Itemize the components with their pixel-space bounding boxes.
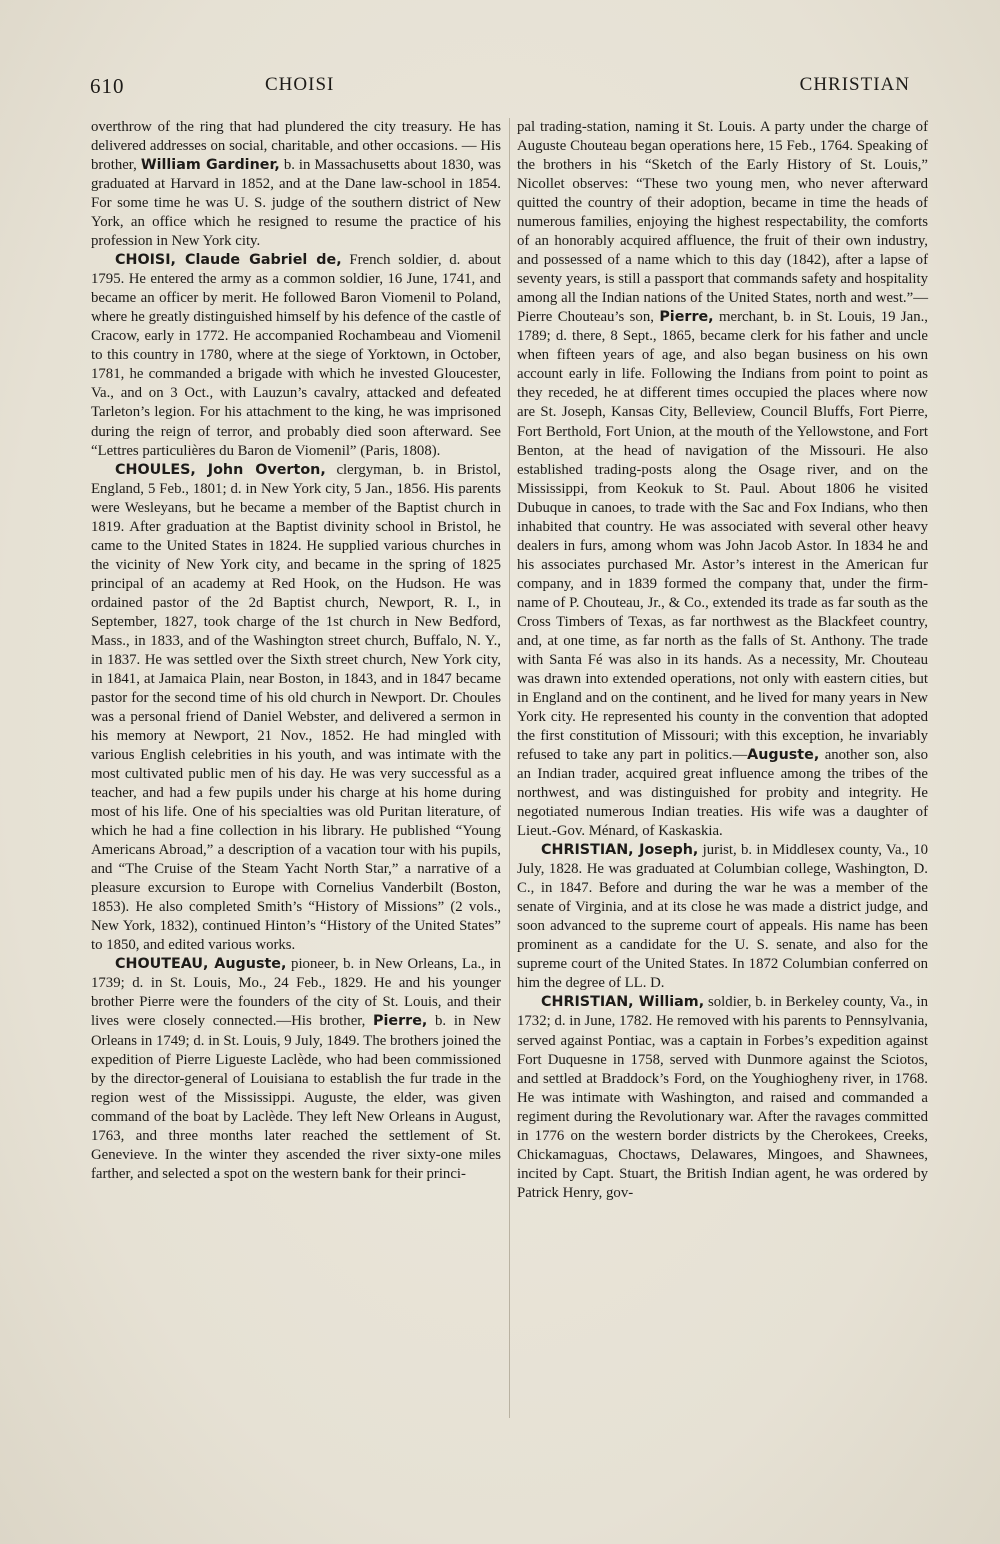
- left-running-head: CHOISI: [265, 74, 335, 95]
- sub-headword: Pierre,: [373, 1013, 428, 1030]
- entry-choules: [91, 461, 501, 956]
- headword: CHRISTIAN, William,: [541, 994, 705, 1011]
- entry-text: b. in Massachusetts about 1830, was graduated at Harvard in 1852, and at the Dane law-school in 1854. For some time he was U. S. judge of the southern district of New York, an office which he resigned to resume the practice of his profession in New York city.: [91, 157, 502, 250]
- running-header: [90, 74, 910, 104]
- entry-text: clergyman, b. in Bristol, England, 5 Feb., 1801; d. in New York city, 5 Jan., 1856. His parents were Wesleyans, but he became a member of the Baptist church in 1819. After graduation at the Baptist divinity school in Bristol, he came to the United States in 1824. He supplied various churches in the vicinity of New York city, and became in the spring of 1825 principal of an academy at Red Hook, on the Hudson. He was ordained pastor of the 2d Baptist church, Newport, R. I., in September, 1827, took charge of the 1st church in New Bedford, Mass., in 1833, and of the Washington street church, Buffalo, N. Y., in 1837. He was settled over the Sixth street church, New York city, in 1841, at Jamaica Plain, near Boston, in 1843, and in 1847 became pastor for the second time of his old church in Newport. Dr. Choules was a personal friend of Daniel Webster, and delivered a sermon in his memory at Newport, 21 Nov., 1852. He had mingled with various English celebrities in his youth, and was intimate with the most cultivated public men of his day. He was very successful as a teacher, and had a few pupils under his charge at his home during most of his life. One of his specialties was old Puritan literature, of which he had a fine collection in his library. He published “Young Americans Abroad,” a description of a vacation tour with his pupils, and “The Cruise of the Steam Yacht North Star,” a narrative of a pleasure excursion to Europe with Cornelius Vanderbilt (Boston, 1853). He also completed Smith’s “History of Missions” (2 vols., New York, 1832), continued Hinton’s “History of the United States” to 1850, and edited various works.: [91, 461, 501, 954]
- right-running-head: CHRISTIAN: [799, 74, 910, 95]
- entry-text: soldier, b. in Berkeley county, Va., in 1732; d. in June, 1782. He removed with his parents to Pennsylvania, served against Pontiac, was a captain in Forbes’s expedition against Fort Duquesne in 1758, served with Dunmore against the Sciotos, and settled at Braddock’s Ford, on the Youghiogheny river, in 1768. He was intimate with Washington, and raised and commanded a regiment during the Revolutionary war. After the ravages committed in 1776 on the western border districts by the Cherokees, Creeks, Chickamaguas, Choctaws, Delawares, Mingoes, and Shawnees, incited by Capt. Stuart, the British Indian agent, he was ordered by Patrick Henry, gov-: [517, 994, 928, 1201]
- left-column: [91, 118, 501, 1184]
- entry-text: pioneer, b. in New Orleans, La., in 1739; d. in St. Louis, Mo., 24 Feb., 1829. He and his younger brother Pierre were the founders of the city of St. Louis, and their lives were closely connected.—His brother,: [91, 956, 501, 1030]
- entry-text: b. in New Orleans in 1749; d. in St. Louis, 9 July, 1849. The brothers joined the expedition of Pierre Ligueste Laclède, who had been commissioned by the director-general of Louisiana to establish the fur trade in the region west of the Mississippi. Auguste, the elder, was given command of the boat by Laclède. They left New Orleans in August, 1763, and three months later reached the settlement of St. Genevieve. In the winter they ascended the river sixty-one miles farther, and selected a spot on the western bank for their princi-: [91, 1013, 501, 1182]
- entry-continuation: [91, 118, 501, 251]
- entry-text: French soldier, d. about 1795. He entered the army as a common soldier, 16 June, 1741, and became an officer by merit. He followed Baron Viomenil to Poland, where he greatly distinguished himself by his defence of the castle of Cracow, early in 1772. He accompanied Rochambeau and Viomenil to this country in 1780, where at the siege of Yorktown, in October, 1781, he commanded a brigade with which he invested Gloucester, Va., and on 3 Oct., with Lauzun’s cavalry, attacked and defeated Tarleton’s legion. For his attachment to the king, he was imprisoned during the reign of terror, and probably died soon afterward. See “Lettres particulières du Baron de Viomenil” (Paris, 1808).: [91, 252, 501, 459]
- column-divider: [509, 118, 510, 1418]
- entry-text: another son, also an Indian trader, acquired great influence among the tribes of the northwest, and was distinguished for probity and integrity. He negotiated numerous Indian treaties. His wife was a daughter of Lieut.-Gov. Ménard, of Kaskaskia.: [517, 747, 928, 840]
- entry-text: pal trading-station, naming it St. Louis. A party under the charge of Auguste Chouteau began operations here, 15 Feb., 1764. Speaking of the brothers in his “Sketch of the Early History of St. Louis,” Nicollet observes: “These two young men, who never afterward quitted the country of their adoption, became in time the heads of numerous families, enjoying the highest respectability, the comforts of an honorably acquired affluence, the fruit of their own industry, and possessed of a name which to this day (1842), after a lapse of seventy years, is still a passport that commands safety and hospitality among all the Indian nations of the United States, north and west.”—Pierre Chouteau’s son,: [517, 119, 928, 326]
- headword: CHOISI, Claude Gabriel de,: [115, 252, 342, 269]
- entry-christian-joseph: [517, 841, 928, 993]
- entry-christian-william: [517, 993, 928, 1202]
- entry-choisi: [91, 251, 501, 460]
- headword: CHOULES, John Overton,: [115, 461, 326, 478]
- page-number: 610: [90, 74, 125, 98]
- right-column: [517, 118, 928, 1203]
- entry-text: merchant, b. in St. Louis, 19 Jan., 1789; d. there, 8 Sept., 1865, became clerk for his father and uncle when fifteen years of age, and also began business on his own account early in life. Following the Indians from point to point as they receded, he at different times occupied the places where now are St. Joseph, Kansas City, Belleview, Council Bluffs, Fort Pierre, Fort Berthold, Fort Union, at the mouth of the Yellowstone, and Fort Benton, at the head of navigation of the Missouri. He also established trading-posts along the Osage river, and on the Mississippi, from Keokuk to St. Paul. About 1806 he visited Dubuque in canoes, to trade with the Sac and Fox Indians, who then inhabited that country. He was associated with several other heavy dealers in furs, among whom was John Jacob Astor. In 1834 he and his associates purchased Mr. Astor’s interest in the American fur company, and in 1839 formed the company that, under the firm-name of P. Chouteau, Jr., & Co., extended its trade as far south as the Cross Timbers of Texas, as far northwest as the Blackfeet country, and, at one time, as far north as the falls of St. Anthony. The trade with Santa Fé was also in its hands. As a necessity, Mr. Chouteau was drawn into extended operations, not only with eastern cities, but in England and on the continent, and he lived for many years in New York city. He represented his county in the convention that adopted the first constitution of Missouri; with this exception, he invariably refused to take any part in politics.—: [517, 309, 928, 764]
- headword: CHRISTIAN, Joseph,: [541, 842, 699, 859]
- headword: CHOUTEAU, Auguste,: [115, 956, 287, 973]
- sub-headword: William Gardiner,: [140, 157, 280, 174]
- entry-continuation: [517, 118, 928, 841]
- sub-headword: Pierre,: [659, 309, 714, 326]
- entry-chouteau: [91, 955, 501, 1183]
- sub-headword: Auguste,: [747, 747, 820, 764]
- entry-text: jurist, b. in Middlesex county, Va., 10 July, 1828. He was graduated at Columbian college, Washington, D. C., in 1847. Before and during the war he was a member of the senate of Virginia, and at its close he was made a district judge, and soon advanced to the supreme court of appeals. His name has been prominent as a candidate for the U. S. senate, and also for the supreme court of the United States. In 1872 Columbian conferred on him the degree of LL. D.: [517, 842, 928, 992]
- entry-text: overthrow of the ring that had plundered the city treasury. He has delivered addresses on social, charitable, and other occasions. — His brother,: [91, 119, 501, 174]
